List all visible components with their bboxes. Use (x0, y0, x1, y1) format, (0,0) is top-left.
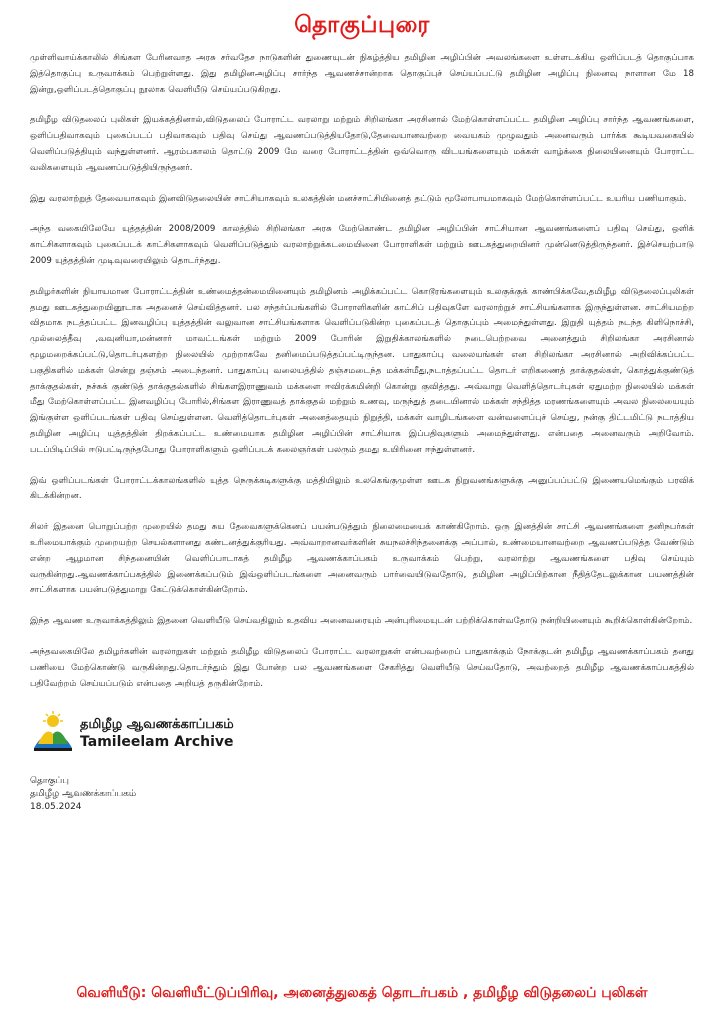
paragraph-2: தமிழீழ விடுதலைப் புலிகள் இயக்கத்தினால்,விடுதலைப் போராட்ட வரலாறு மற்றும் சிறிலங்கா அரசினால் மேற்கொள்ளப்பட்ட தமிழின அழிப்பு சார்ந்த ஆவணங்களை, ஒளிப்பதிவாகவும் புகைப்படப் பதிவாகவும் பதிவு செய்து ஆவணப்படுத்தியதோடு,தேவையானவற்றை வையகம் முழுவதும் அனைவரும் பார்க்க கூடியவகையில் வெளிப்படுத்தியும் வந்துள்ளனர். ஆரம்பகாலம் தொட்டு 2009 மே வரை போராட்டத்தின் ஒவ்வொரு விடயங்களையும் மக்கள் வாழ்க்கை நிலையினையும் போராட்ட வலிகளையும் ஆவணப்படுத்தியிருந்தனர். (30, 115, 694, 173)
paragraph-7: சிலர் இதனை பொறுப்பற்ற முறையில் தமது சுய தேவைகளுக்கெனப் பயன்படுத்தும் நிலைமையைக் காண்கிறோம். ஒரு இனத்தின் சாட்சி ஆவணங்களை தனிநபர்கள் உரிமையாக்கும் முறையற்ற செயல்களானது கண்டனத்துக்குரியது. அவ்வாறானவர்களின் சுயநலச்சிந்தனைக்கு அப்பால், உண்மையானவற்றை ஆவணப்படுத்த வேண்டும் என்ற ஆழமான சிந்தனையின் வெளிப்பாடாகத் தமிழீழ ஆவணக்காப்பகம் உருவாக்கம் பெற்று, வரலாற்று ஆவணங்களை பதிவு செய்யும் வருகின்றது.ஆவணக்காப்பகத்தில் இணைக்கப்படும் இவ்ஒளிப்படங்களை அனைவரும் பார்வையிடுவதோடு, தமிழின அழிப்பிற்கான நீதித்தேடலுக்கான பயணத்தின் சாட்சிகளாக பயன்படுத்துமாறு கேட்டுக்கொள்கின்றோம். (30, 522, 694, 596)
signature-date: 18.05.2024 (30, 802, 82, 813)
logo-tamil-text: தமிழீழ ஆவணக்காப்பகம் (80, 717, 234, 733)
archive-logo (30, 707, 694, 761)
paragraph-5: தமிழர்களின் நியாயமான போராட்டத்தின் உண்மைத்தன்மையினையும் தமிழினம் அழிக்கப்பட்ட கொடூரங்களையும் உலகுக்குக் காண்பிக்கவே,தமிழீழ விடுதலைப்புலிகள் தமது ஊடகத்துறையினூடாக அதனைச் செய்வித்தனர். பல சந்தர்ப்பங்களில் போராளிகளின் காட்சிப் பதிவுகளே வரலாற்றுச் சாட்சியங்களாக இருந்துள்ளன. சாட்சியமற்ற விதமாக நடத்தப்பட்ட இனவழிப்பு யுத்தத்தின் வலுவான சாட்சியங்களாக வெளிப்படுகின்ற புகைப்படத் தொகுப்பும் அமைந்துள்ளது. இறுதி யுத்தம் நடந்த கிளிநொச்சி, முல்லைத்தீவு ,வவுனியா,மன்னார் மாவட்டங்கள் மற்றும் 2009 போரின் இறுதிக்காலங்களில் நடைபெற்றவை அனைத்தும் சிறிலங்கா அரசினால் மூழமறைக்கப்பட்டு,தொடர்புகளற்ற நிலையில் முற்றாகவே தனிமைப்படுத்தப்பட்டிருந்தன. பாதுகாப்பு வலையங்கள் என சிறிலங்கா அரசினால் அறிவிக்கப்பட்ட பகுதிகளில் மக்கள் சென்று தஞ்சம் அடைந்தனர். பாதுகாப்பு வலையத்தில் தஞ்சமடைந்த மக்கள்மீது,நடாத்தப்பட்ட தொடர் எறிகணைத் தாக்குதல்கள், கொத்துக்குண்டுத் தாக்குதல்கள், நச்சுக் குண்டுத் தாக்குதல்களில் சிங்களஇராணுவம் மக்களை ஈவிரக்கமின்றி கொன்று குவித்தது. அவ்வாறு வெளித்தொடர்புகள் ஏதுமற்ற நிலையில் மக்கள் மீது மேற்கொள்ளப்பட்ட இனவழிப்பு போரில்,சிங்கள இராணுவத் தாக்குதல் மற்றும் உணவு, மருந்துத் தடையினால் மக்கள் சந்தித்த மரணங்களையும் அவல நிலையையும் இங்குள்ள ஒளிப்படங்கள் பதிவு செய்துள்ளன. வெளித்தொடர்புகள் அனைத்தையும் நிறுத்தி, மக்கள் வாழிடங்களை வன்வளைப்புச் செய்து, நன்கு திட்டமிட்டு நடாத்திய தமிழின அழிப்பு யுத்தத்தின் திறக்கப்பட்ட உண்மையாக தமிழின அழிப்பின் சாட்சியாக இப்பதிவுகளும் அமைந்துள்ளது. என்பதை அனைவரும் அறிவோம். படப்பிடிப்பில் ஈடுபட்டிருந்தபோது போராளிகளும் ஒளிப்படக் கலைஞர்கள் பலரும் தமது உயிரினை ஈந்துள்ளனர். (30, 286, 694, 455)
paragraph-1: முள்ளிவாய்க்காலில் சிங்கள பேரினவாத அரசு சர்வதேச நாடுகளின் துணையுடன் நிகழ்த்திய தமிழின அழிப்பின் அவலங்களை உள்ளடக்கிய ஒளிப்படத் தொகுப்பாக இத்தொகுப்பு உருவாக்கம் பெற்றுள்ளது. இது தமிழினஅழிப்பு சார்ந்த ஆவணச்சான்றாக தொகுப்புச் செய்யப்பட்டு தமிழின அழிப்பு நினைவு நாளான மே 18 இன்று,ஒளிப்படத்தொகுப்பு நூலாக வெளியீடு செய்யப்படுகிறது. (30, 53, 694, 95)
paragraph-3: இது வரலாற்றுத் தேவையாகவும் இனவிடுதலையின் சாட்சியாகவும் உலகத்தின் மனச்சாட்சியினைத் தட்டும் மூலோபாயமாகவும் மேற்கொள்ளப்பட்ட உயரிய பணியாகும். (30, 193, 687, 204)
paragraph-6: இவ் ஒளிப்படங்கள் போராட்டக்காலங்களில் யுத்த நெருக்கடிகளுக்கு மத்தியிலும் உலகெங்குமுள்ள ஊடக நிறுவனங்களுக்கு அனுப்பப்பட்டு இணையமெங்கும் பரவிக் கிடக்கின்றன. (30, 475, 694, 502)
signature-line-1: தொகுப்பு (30, 776, 69, 787)
publisher-footer: வெளியீடு: வெளியீட்டுப்பிரிவு, அனைத்துலகத் தொடர்பகம் , தமிழீழ விடுதலைப் புலிகள் (76, 985, 648, 1001)
signature-block (30, 775, 694, 814)
paragraph-4: அந்த வகையிலேயே யுத்தத்தின் 2008/2009 காலத்தில் சிறிலங்கா அரசு மேற்கொண்ட தமிழின அழிப்பின் சாட்சியான ஆவணங்களைப் பதிவு செய்து, ஒளிக் காட்சிகளாகவும் புகைப்படக் காட்சிகளாகவும் வெளிப்படுத்தும் வரலாற்றுக்கடமையினை போராளிகள் மற்றும் ஊடகத்துறையினர் முன்னெடுத்திருந்தனர். இச்செயற்பாடு 2009 யுத்தத்தின் முடிவுவரையிலும் தொடர்ந்தது. (30, 224, 694, 266)
paragraph-9: அந்தவகையிலே தமிழர்களின் வரலாறுகள் மற்றும் தமிழீழ விடுதலைப் போராட்ட வரலாறுகள் என்பவற்றைப் பாதுகாக்கும் நோக்குடன் தமிழீழ ஆவணக்காப்பகம் தனது பணியை மேற்கொண்டு வருகின்றது.தொடர்ந்தும் இது போன்ற பல ஆவணங்களை சேகரித்து வெளியீடு செய்வதோடு, அவற்றைத் தமிழீழ ஆவணக்காப்பகத்தில் பதிவேற்றம் செய்யப்படும் என்பதை அறியத் தருகின்றோம். (30, 646, 694, 689)
signature-line-2: தமிழீழ ஆவணக்காப்பகம் (30, 789, 137, 800)
archive-logo-icon (30, 710, 76, 758)
page-title: தொகுப்புரை (294, 12, 430, 38)
logo-english-text: Tamileelam Archive (80, 734, 234, 751)
paragraph-8: இந்த ஆவண உருவாக்கத்திலும் இதனை வெளியீடு செய்வதிலும் உதவிய அனைவரையும் அன்புரிமையுடன் பற்றிக்கொள்வதோடு நன்றியினையும் கூறிக்கொள்கின்றோம். (30, 616, 693, 627)
